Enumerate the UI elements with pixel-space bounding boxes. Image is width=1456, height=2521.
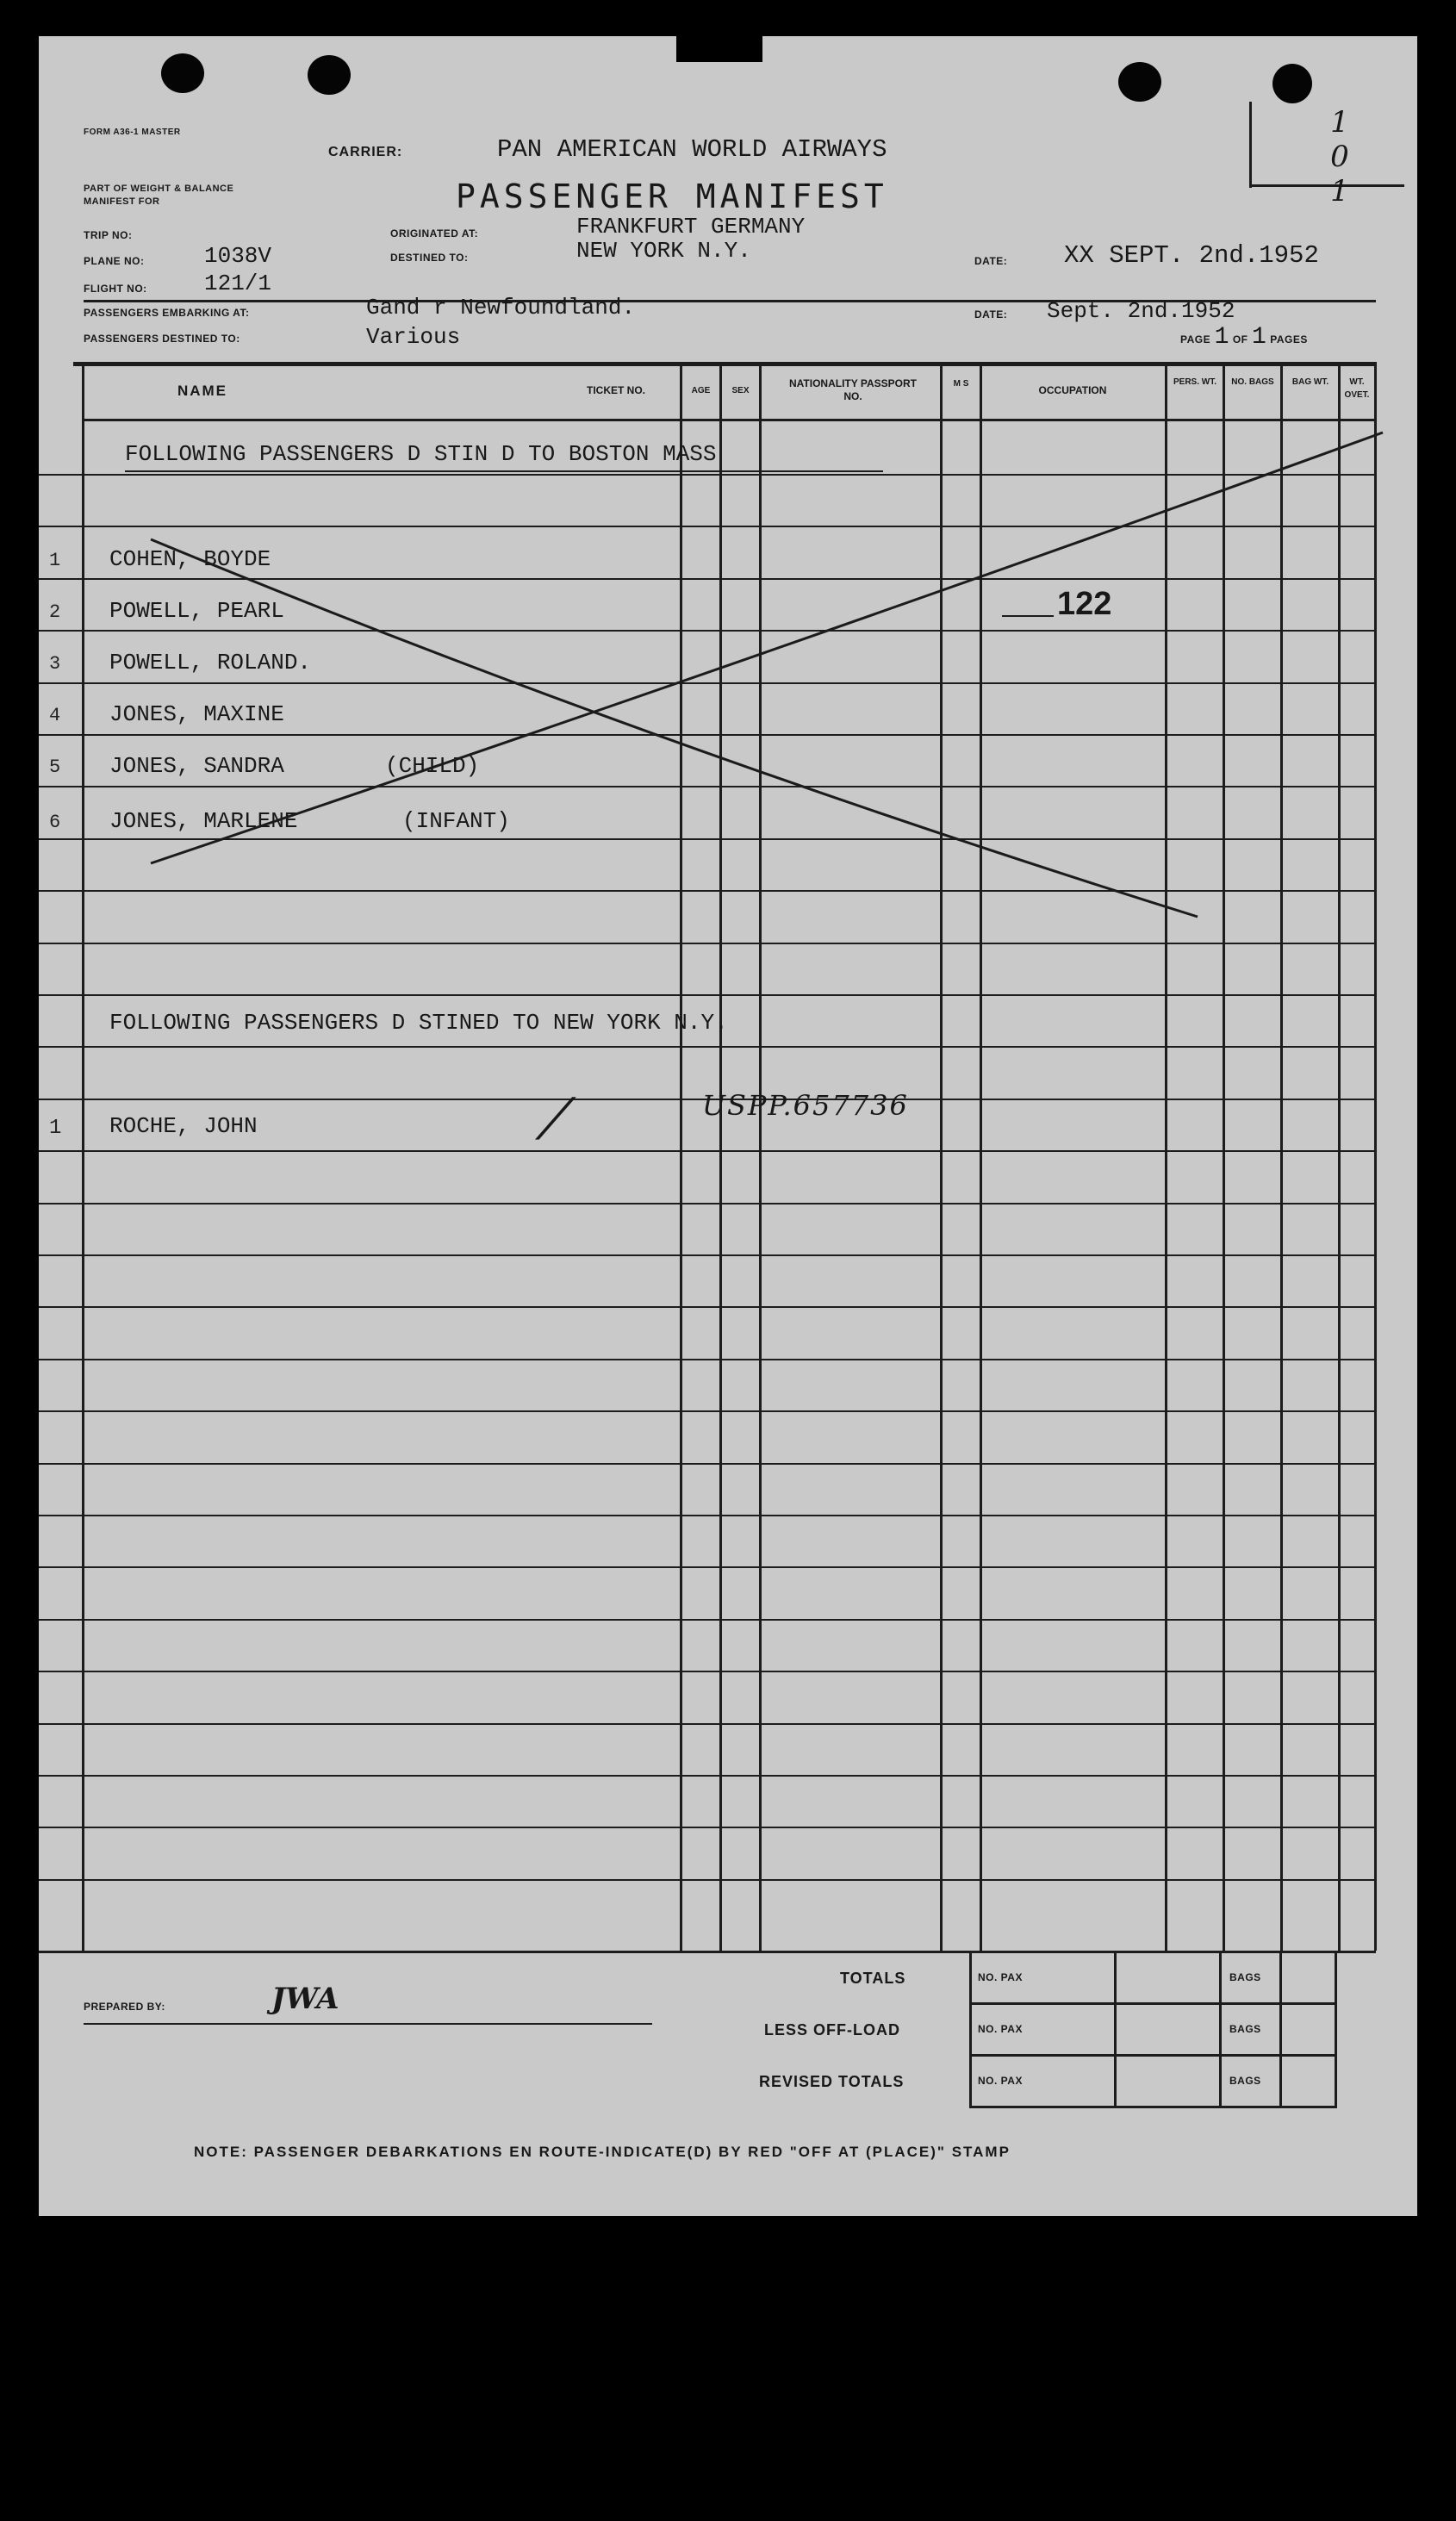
table-rule [39,1827,1376,1828]
col-pers-wt: PERS. WT. [1173,377,1216,387]
col-ticket: TICKET NO. [587,384,645,396]
embarking-label: PASSENGERS EMBARKING AT: [84,307,250,319]
trip-label: TRIP NO: [84,229,133,241]
embarking-value: Gand r Newfoundland. [366,295,636,321]
flight-label: FLIGHT NO: [84,283,147,295]
passenger-name: COHEN, BOYDE [109,546,271,572]
col-bag-wt: BAG WT. [1291,377,1329,387]
cross-out-stroke [151,433,1383,863]
prepared-by-label: PREPARED BY: [84,2001,165,2013]
col-wt-ovet: WT. OVET. [1344,377,1370,400]
originated-value: FRANKFURT GERMANY [576,214,806,240]
passenger-name: POWELL, PEARL [109,598,284,624]
row-number: 1 [49,1117,62,1140]
date2-value: Sept. 2nd.1952 [1047,298,1235,324]
bags-label: BAGS [1229,1971,1261,1983]
table-rule [39,1775,1376,1777]
flight-number: 121/1 [204,271,272,296]
table-rule [39,1619,1376,1621]
section-boston-heading: FOLLOWING PASSENGERS D STIN D TO BOSTON MASS [125,441,717,467]
cross-out-stroke [151,539,1198,917]
ticket-mark: / [536,1087,576,1148]
table-rule [39,1359,1376,1360]
prepared-signature: JWA [271,1982,339,2016]
carrier-value: PAN AMERICAN WORLD AIRWAYS [497,135,887,164]
corner-mark: 1 0 1 [1330,105,1349,209]
col-nationality: NATIONALITY PASSPORT NO. [788,377,917,402]
passenger-name: POWELL, ROLAND. [109,650,312,675]
manifest-sheet [39,36,1417,2216]
plane-label: PLANE NO: [84,255,145,267]
table-rule [39,994,1376,996]
destined-label: DESTINED TO: [390,252,469,264]
col-occupation: OCCUPATION [1038,384,1107,396]
date-label: DATE: [974,255,1008,267]
destined2-value: Various [366,324,461,350]
plane-number: 1038V [204,243,272,269]
cross-out-lines [39,36,1417,984]
carrier-label: CARRIER: [328,145,403,159]
table-rule [39,1254,1376,1256]
stamp-122: 122 [1057,586,1112,622]
passenger-note: (CHILD) [385,753,480,779]
col-age: AGE [691,386,711,395]
passenger-name: JONES, MARLENE [109,808,298,834]
no-pax-label: NO. PAX [978,2023,1023,2035]
no-pax-label: NO. PAX [978,1971,1023,1983]
table-rule [39,1879,1376,1881]
destined-value: NEW YORK N.Y. [576,238,751,264]
row-number: 3 [49,653,61,675]
table-rule [39,1463,1376,1465]
table-rule [39,1410,1376,1412]
less-offload-label: LESS OFF-LOAD [764,2021,900,2039]
passenger-name: JONES, MAXINE [109,701,284,727]
table-rule [39,1046,1376,1048]
originated-label: ORIGINATED AT: [390,227,479,240]
weight-balance-note: PART OF WEIGHT & BALANCE MANIFEST FOR [84,184,234,207]
passenger-note: (INFANT) [402,808,510,834]
table-rule [39,1566,1376,1568]
page-total: 1 [1251,324,1266,351]
pages-label: PAGES [1270,333,1308,345]
row-number: 4 [49,705,61,726]
row-number: 1 [49,550,61,571]
manifest-title: PASSENGER MANIFEST [456,177,888,215]
bags-label: BAGS [1229,2023,1261,2035]
passenger-name: ROCHE, JOHN [109,1113,258,1139]
revised-totals-label: REVISED TOTALS [759,2073,905,2090]
page-label: PAGE [1180,333,1211,345]
section-newyork-heading: FOLLOWING PASSENGERS D STINED TO NEW YORK N.Y. [109,1010,728,1036]
table-rule [39,1723,1376,1725]
bags-label: BAGS [1229,2075,1261,2087]
table-rule [39,1671,1376,1672]
passport-number: USPP.657736 [702,1089,909,1122]
table-rule [39,1150,1376,1152]
date-value: XX SEPT. 2nd.1952 [1064,241,1319,270]
no-pax-label: NO. PAX [978,2075,1023,2087]
table-rule [39,1203,1376,1204]
row-number: 2 [49,601,61,623]
row-number: 5 [49,756,61,778]
of-label: OF [1232,333,1248,345]
row-number: 6 [49,812,61,833]
col-name: NAME [177,383,228,399]
passenger-name: JONES, SANDRA [109,753,284,779]
page-number: 1 [1214,324,1229,351]
col-ms: M S [953,379,969,389]
col-no-bags: NO. BAGS [1231,377,1274,387]
table-rule [39,1515,1376,1516]
date2-label: DATE: [974,308,1008,321]
form-number: FORM A36-1 MASTER [84,128,181,137]
totals-label: TOTALS [840,1970,906,1987]
footer-note: NOTE: PASSENGER DEBARKATIONS EN ROUTE-INDICATE(D) BY RED "OFF AT (PLACE)" STAMP [194,2144,1011,2160]
col-sex: SEX [731,386,750,395]
destined2-label: PASSENGERS DESTINED TO: [84,333,240,345]
table-rule [39,1306,1376,1308]
